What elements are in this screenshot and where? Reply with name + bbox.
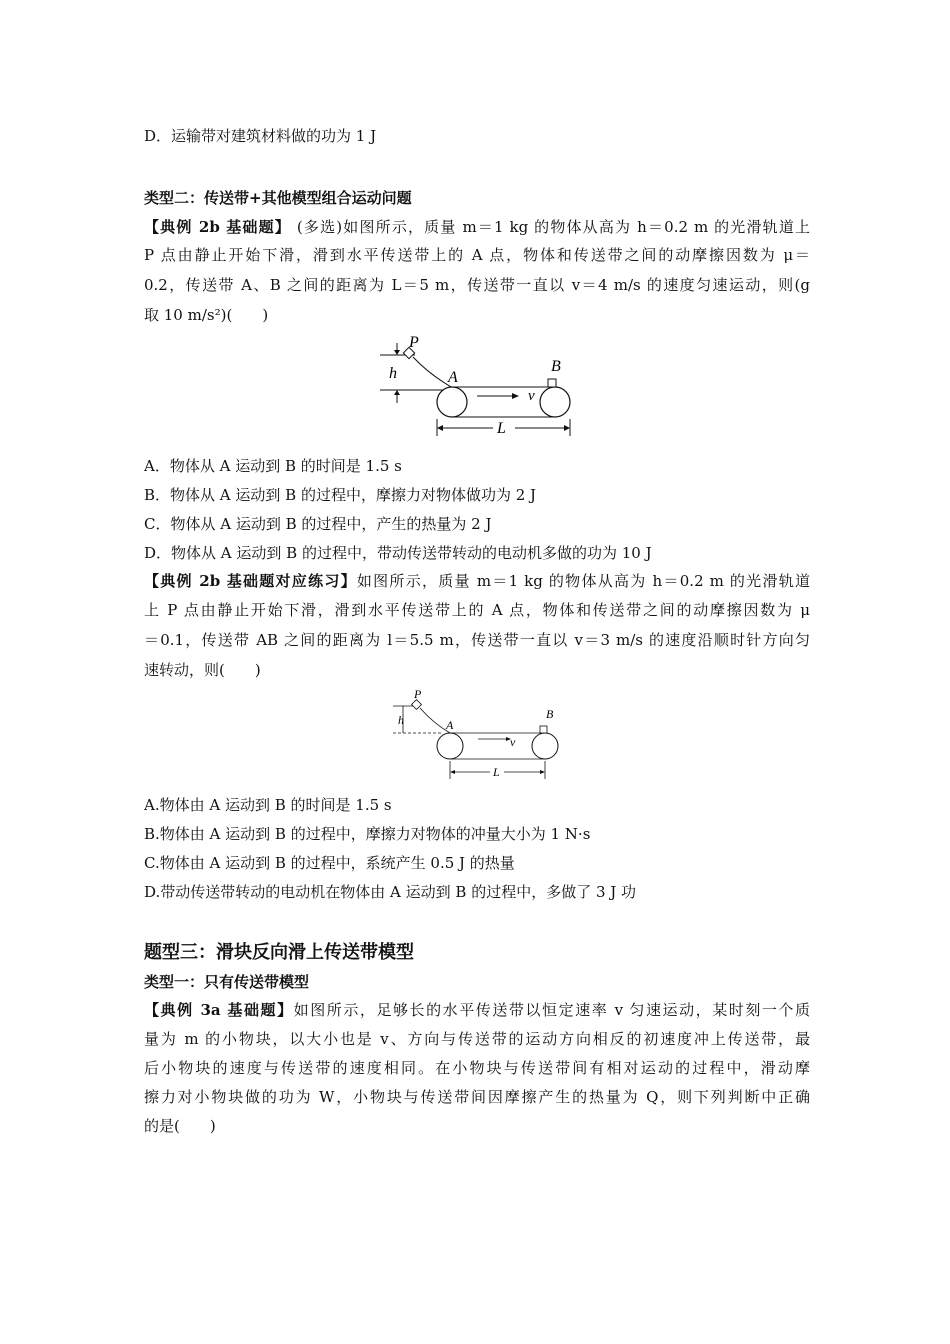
example-3a-line-2: 量为 m 的小物块，以大小也是 v、方向与传送带的运动方向相反的初速度冲上传送带，最 — [144, 1030, 810, 1048]
type-heading-3-1: 类型一：只有传送带模型 — [144, 973, 310, 991]
example-2b-option-a: A．物体从 A 运动到 B 的时间是 1.5 s — [144, 457, 402, 475]
example-2b-option-b: B．物体从 A 运动到 B 的过程中，摩擦力对物体做功为 2 J — [144, 486, 537, 504]
example-2b-line-4: 取 10 m/s²)( ) — [144, 306, 269, 324]
fig2-label-h: h — [398, 713, 404, 727]
fig1-label-v: v — [528, 388, 535, 404]
example-2b-practice-option-b: B.物体由 A 运动到 B 的过程中，摩擦力对物体的冲量大小为 1 N·s — [144, 825, 591, 843]
type-heading-2: 类型二：传送带+其他模型组合运动问题 — [144, 189, 412, 207]
example-2b-practice-option-d: D.带动传送带转动的电动机在物体由 A 运动到 B 的过程中，多做了 3 J 功 — [144, 883, 637, 901]
section-heading-3: 题型三：滑块反向滑上传送带模型 — [144, 942, 414, 963]
fig1-label-p: P — [409, 335, 419, 351]
example-3a-line-5: 的是( ) — [144, 1117, 216, 1135]
fig1-label-b: B — [551, 358, 561, 375]
conveyor-figure-1 — [375, 335, 585, 440]
example-2b-line-1: 【典例 2b 基础题】 (多选)如图所示，质量 m＝1 kg 的物体从高为 h＝0.2 m 的光滑轨道上 — [144, 218, 811, 236]
fig2-label-v: v — [510, 735, 516, 749]
example-2b-practice-option-c: C.物体由 A 运动到 B 的过程中，系统产生 0.5 J 的热量 — [144, 854, 515, 872]
fig2-label-b: B — [546, 707, 554, 721]
example-2b-label: 【典例 2b 基础题】 — [144, 218, 291, 236]
example-2b-practice-option-a: A.物体由 A 运动到 B 的时间是 1.5 s — [144, 796, 392, 814]
example-3a-line-4: 擦力对小物块做的功为 W，小物块与传送带间因摩擦产生的热量为 Q，则下列判断中正确 — [144, 1088, 810, 1106]
example-3a-line-3: 后小物块的速度与传送带的速度相同。在小物块与传送带间有相对运动的过程中，滑动摩 — [144, 1059, 810, 1077]
example-2b-practice-line-1: 【典例 2b 基础题对应练习】如图所示，质量 m＝1 kg 的物体从高为 h＝0.2 m 的光滑轨道 — [144, 572, 810, 590]
fig1-label-a: A — [448, 369, 458, 386]
example-2b-option-d: D．物体从 A 运动到 B 的过程中，带动传送带转动的电动机多做的功为 10 J — [144, 544, 652, 562]
example-2b-practice-line-2: 上 P 点由静止开始下滑，滑到水平传送带上的 A 点，物体和传送带之间的动摩擦因数为 μ — [144, 601, 810, 619]
fig2-label-a: A — [446, 718, 454, 732]
example-2b-line-2: P 点由静止开始下滑，滑到水平传送带上的 A 点，物体和传送带之间的动摩擦因数为 μ＝ — [144, 246, 810, 264]
fig2-label-p: P — [414, 688, 422, 701]
conveyor-figure-2 — [388, 688, 568, 783]
example-3a-line-1: 【典例 3a 基础题】如图所示，足够长的水平传送带以恒定速率 v 匀速运动，某时刻一个质 — [144, 1001, 810, 1019]
example-2b-practice-line-4: 速转动，则( ) — [144, 661, 261, 679]
example-2b-practice-label: 【典例 2b 基础题对应练习】 — [144, 572, 357, 590]
example-2b-option-c: C．物体从 A 运动到 B 的过程中，产生的热量为 2 J — [144, 515, 492, 533]
fig1-label-l: L — [497, 420, 506, 437]
fig2-label-l: L — [493, 765, 500, 779]
option-d-previous: D．运输带对建筑材料做的功为 1 J — [144, 127, 377, 145]
example-3a-label: 【典例 3a 基础题】 — [144, 1001, 294, 1019]
example-2b-line-3: 0.2，传送带 A、B 之间的距离为 L＝5 m，传送带一直以 v＝4 m/s 的速度匀速运动，则(g — [144, 276, 810, 294]
fig1-label-h: h — [389, 365, 397, 382]
example-2b-practice-line-3: ＝0.1，传送带 AB 之间的距离为 l＝5.5 m，传送带一直以 v＝3 m/s 的速度沿顺时针方向匀 — [144, 631, 810, 649]
